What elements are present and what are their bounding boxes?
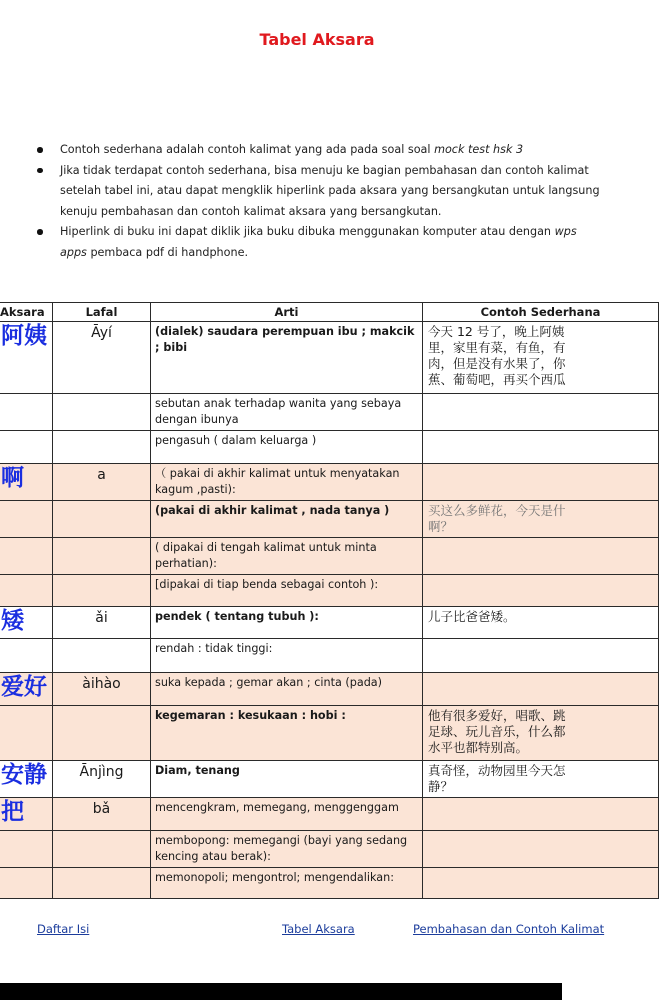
note-italic-text: apps [60, 245, 87, 259]
contoh-line: 水平也都特别高。 [428, 740, 529, 755]
contoh-line: 肉，但是没有水果了，你 [428, 356, 566, 371]
contoh-cell [423, 322, 659, 394]
note-line [37, 181, 600, 202]
lafal-cell [53, 706, 151, 761]
contoh-cell [423, 831, 659, 868]
aksara-cell[interactable]: 把 [0, 798, 53, 831]
note-line [37, 222, 577, 243]
aksara-cell [0, 538, 53, 575]
lafal-cell [53, 431, 151, 464]
note-text: kenuju pembahasan dan contoh kalimat aksara yang bersangkutan. [60, 204, 442, 218]
contoh-line: 啊？ [428, 519, 454, 534]
table-header-row [0, 303, 659, 322]
contoh-cell [423, 868, 659, 899]
note-italic-text: mock test hsk 3 [434, 143, 524, 156]
contoh-cell [423, 673, 659, 706]
table-row [0, 538, 659, 575]
table-row [0, 798, 659, 831]
arti-cell: Diam, tenang [151, 761, 423, 798]
contoh-cell [423, 761, 659, 798]
contoh-cell [423, 639, 659, 673]
aksara-cell[interactable]: 阿姨 [0, 322, 53, 394]
aksara-cell[interactable]: 安静 [0, 761, 53, 798]
table-row [0, 431, 659, 464]
lafal-cell: bǎ [53, 798, 151, 831]
note-text: Contoh sederhana adalah contoh kalimat yang ada pada soal soal [60, 143, 435, 156]
lafal-cell: Āyí [53, 322, 151, 394]
note-text: Hiperlink di buku ini dapat diklik jika buku dibuka menggunakan komputer atau dengan [60, 225, 555, 238]
arti-cell: (dialek) saudara perempuan ibu ; makcik ; bibi [151, 322, 423, 394]
arti-cell: ( dipakai di tengah kalimat untuk minta perhatian): [151, 538, 423, 575]
lafal-cell: àihào [53, 673, 151, 706]
lafal-cell [53, 501, 151, 538]
contoh-line: 真奇怪，动物园里今天怎 [428, 763, 566, 778]
arti-cell: pengasuh ( dalam keluarga ) [151, 431, 423, 464]
lafal-cell [53, 639, 151, 673]
header-arti: Arti [151, 303, 423, 322]
arti-cell: (pakai di akhir kalimat , nada tanya ) [151, 501, 423, 538]
contoh-line: 儿子比爸爸矮。 [428, 609, 516, 624]
contoh-line: 足球、玩儿音乐，什么都 [428, 724, 566, 739]
table-row [0, 501, 659, 538]
aksara-cell [0, 575, 53, 607]
aksara-cell [0, 706, 53, 761]
contoh-cell [423, 798, 659, 831]
aksara-cell [0, 501, 53, 538]
table-row [0, 673, 659, 706]
contoh-cell [423, 431, 659, 464]
aksara-cell[interactable]: 矮 [0, 607, 53, 639]
table-row [0, 831, 659, 868]
table-row [0, 639, 659, 673]
table-row [0, 394, 659, 431]
note-line [37, 161, 589, 182]
table-row [0, 706, 659, 761]
arti-cell: kegemaran : kesukaan : hobi : [151, 706, 423, 761]
arti-cell: memonopoli; mengontrol; mengendalikan: [151, 868, 423, 899]
aksara-cell [0, 868, 53, 899]
aksara-cell [0, 394, 53, 431]
contoh-cell [423, 501, 659, 538]
lafal-cell: a [53, 464, 151, 501]
contoh-line: 蕉、葡萄吧，再买个西瓜 [428, 372, 566, 387]
lafal-cell: ǎi [53, 607, 151, 639]
aksara-cell [0, 831, 53, 868]
table-row [0, 322, 659, 394]
arti-cell: mencengkram, memegang, menggenggam [151, 798, 423, 831]
aksara-table-wrapper [0, 302, 601, 884]
table-row [0, 575, 659, 607]
footer-link-pembahasan[interactable]: Pembahasan dan Contoh Kalimat [413, 922, 605, 936]
footer-link-tabel-aksara[interactable]: Tabel Aksara [282, 922, 355, 936]
note-line [37, 202, 562, 223]
header-aksara: Aksara [0, 303, 53, 322]
table-row [0, 464, 659, 501]
lafal-cell [53, 868, 151, 899]
contoh-line: 今天 12 号了，晚上阿姨 [428, 324, 565, 339]
arti-cell: [dipakai di tiap benda sebagai contoh ): [151, 575, 423, 607]
contoh-cell [423, 607, 659, 639]
note-text: setelah tabel ini, atau dapat mengklik hiperlink pada aksara yang bersangkutan untuk langsung [60, 184, 600, 197]
arti-cell: sebutan anak terhadap wanita yang sebaya dengan ibunya [151, 394, 423, 431]
arti-cell: （ pakai di akhir kalimat untuk menyatakan kagum ,pasti): [151, 464, 423, 501]
contoh-cell [423, 538, 659, 575]
note-line [37, 140, 562, 161]
arti-cell: pendek ( tentang tubuh ): [151, 607, 423, 639]
aksara-cell [0, 431, 53, 464]
contoh-line: 静？ [428, 779, 454, 794]
note-text: pembaca pdf di handphone. [86, 245, 249, 259]
arti-cell: rendah : tidak tinggi: [151, 639, 423, 673]
lafal-cell: Ānjìng [53, 761, 151, 798]
note-italic-text: wps [554, 225, 577, 238]
contoh-cell [423, 464, 659, 501]
aksara-table [0, 302, 659, 899]
screen-bottom-bar [0, 983, 562, 1000]
note-line [37, 243, 562, 264]
arti-cell: membopong: memegangi (bayi yang sedang kencing atau berak): [151, 831, 423, 868]
header-contoh: Contoh Sederhana [423, 303, 659, 322]
arti-cell: suka kepada ; gemar akan ; cinta (pada) [151, 673, 423, 706]
table-row [0, 761, 659, 798]
footer-link-daftar-isi[interactable]: Daftar Isi [37, 922, 90, 936]
header-lafal: Lafal [53, 303, 151, 322]
lafal-cell [53, 394, 151, 431]
lafal-cell [53, 538, 151, 575]
page-title: Tabel Aksara [259, 30, 375, 49]
contoh-line: 里，家里有菜，有鱼，有 [428, 340, 566, 355]
contoh-line: 他有很多爱好，唱歌、跳 [428, 708, 566, 723]
contoh-line: 买这么多鲜花，今天是什 [428, 503, 566, 518]
lafal-cell [53, 575, 151, 607]
note-text: Jika tidak terdapat contoh sederhana, bisa menuju ke bagian pembahasan dan contoh kalimat [60, 163, 589, 177]
table-row [0, 868, 659, 899]
contoh-cell [423, 575, 659, 607]
contoh-cell [423, 394, 659, 431]
notes-list [37, 140, 600, 263]
aksara-cell[interactable]: 爱好 [0, 673, 53, 706]
table-row [0, 607, 659, 639]
aksara-cell[interactable]: 啊 [0, 464, 53, 501]
contoh-cell [423, 706, 659, 761]
lafal-cell [53, 831, 151, 868]
aksara-cell [0, 639, 53, 673]
